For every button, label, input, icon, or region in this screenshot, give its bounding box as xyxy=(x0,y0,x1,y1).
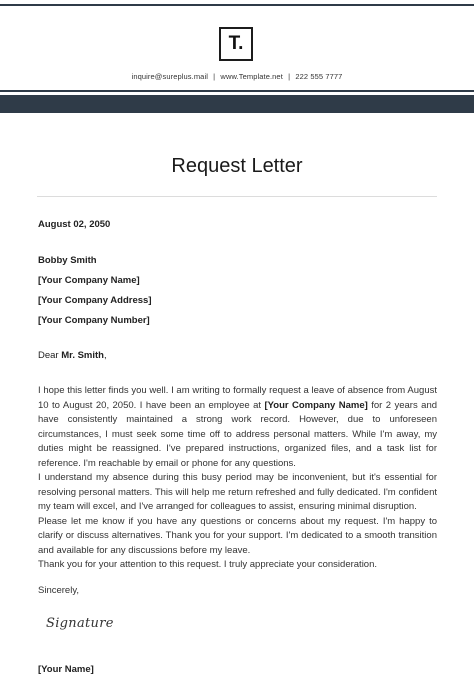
recipient-number: [Your Company Number] xyxy=(38,315,150,326)
body-paragraph-2: I understand my absence during this busy period may be inconvenient, but it's essential for resolving personal matters. This will help me return refreshed and fully dedicated. I'm confident my team will excel, and I've arranged for colleagues to assist, ensuring minimal disruption. xyxy=(38,472,437,512)
contact-line xyxy=(0,72,474,81)
salutation-suffix: , xyxy=(104,350,107,361)
document-title: Request Letter xyxy=(171,155,303,177)
contact-separator: | xyxy=(213,72,216,81)
body-paragraph-4: Thank you for your attention to this request. I truly appreciate your consideration. xyxy=(38,559,378,570)
signer-name: [Your Name] xyxy=(38,664,94,675)
title-divider xyxy=(37,196,437,197)
recipient-block xyxy=(38,255,152,335)
signature: Signature xyxy=(46,616,114,631)
header-band-thin xyxy=(0,90,474,92)
recipient-address: [Your Company Address] xyxy=(38,295,152,306)
closing: Sincerely, xyxy=(38,585,80,596)
logo-text: T. xyxy=(228,33,244,54)
para1-text-a: I hope this letter finds you well. I am writing to formally request a leave of absence from August 10 to August 20, 2050. I have been an employee at xyxy=(38,385,437,411)
recipient-name: Bobby Smith xyxy=(38,255,97,266)
salutation-name: Mr. Smith xyxy=(61,350,104,361)
salutation-prefix: Dear xyxy=(38,350,62,361)
letter-date: August 02, 2050 xyxy=(38,219,111,230)
recipient-company: [Your Company Name] xyxy=(38,275,140,286)
company-logo xyxy=(219,27,253,61)
header-top-rule xyxy=(0,4,474,6)
body-paragraph-1 xyxy=(38,384,437,471)
contact-phone: 222 555 7777 xyxy=(295,72,343,81)
header-band-thick xyxy=(0,95,474,113)
salutation xyxy=(38,350,107,361)
contact-separator: | xyxy=(288,72,291,81)
letter-body xyxy=(38,384,437,573)
para1-text-b: for 2 years and have consistently maintained a strong work record. However, due to unforeseen circumstances, I must seek some time off to address personal matters. While I'm away, my duties might be reassigned. I've prepared instructions, organized files, and a task list for reference. I'm reachable by email or phone for any questions. xyxy=(38,399,438,469)
contact-website: www.Template.net xyxy=(220,72,283,81)
body-paragraph-3: Please let me know if you have any questions or concerns about my request. I'm happy to clarify or discuss alternatives. Thank you for your support. I'm dedicated to a smooth transition and available for any discussions before my leave. xyxy=(38,515,437,556)
contact-email: inquire@sureplus.mail xyxy=(131,72,208,81)
para1-company: [Your Company Name] xyxy=(264,399,368,411)
